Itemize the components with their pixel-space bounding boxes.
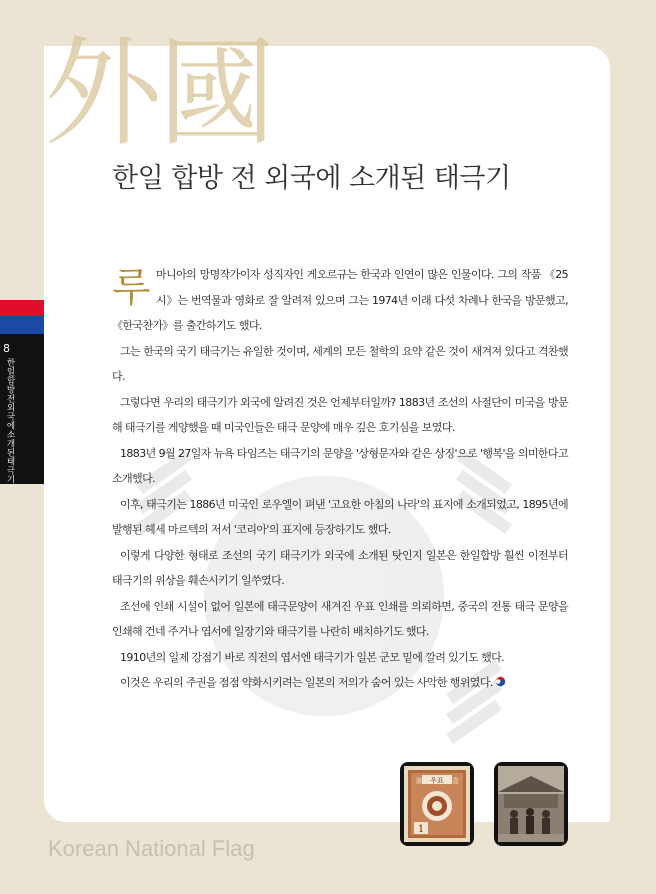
page-number: 8 bbox=[3, 342, 10, 355]
stamp-photo bbox=[400, 762, 474, 846]
side-tab-label: 한일합방전외국에소개된태극기 bbox=[5, 358, 15, 484]
paragraph-1 bbox=[112, 262, 568, 339]
paragraph-6: 이렇게 다양한 형태로 조선의 국기 태극기가 외국에 소개된 탓인지 일본은 한일합방 훨씬 이전부터 태극기의 위상을 훼손시키기 일쑤였다. bbox=[112, 548, 568, 587]
paragraph-2: 그는 한국의 국기 태극기는 유일한 것이며, 세계의 모든 철학의 요약 같은 것이 새겨져 있다고 격찬했다. bbox=[112, 344, 568, 383]
paragraph-1-text: 마니아의 망명작가이자 성직자인 게오르규는 한국과 인연이 많은 인물이다. 그의 작품 《25시》는 번역물과 영화로 잘 알려져 있으며 그는 1974년 이래 다섯 차례나 한국을 방문했고, 《한국찬가》를 출간하기도 했다. bbox=[112, 268, 568, 332]
watermark-hanja: 外國 bbox=[44, 24, 273, 162]
side-tab-label-block bbox=[0, 334, 44, 484]
historical-photo bbox=[494, 762, 568, 846]
paragraph-4: 1883년 9월 27일자 뉴욕 타임즈는 태극기의 문양을 '상형문자와 같은 상징'으로 '행복'을 의미한다고 소개했다. bbox=[112, 446, 568, 485]
side-tab-blue-stripe bbox=[0, 316, 44, 334]
page-title: 한일 합방 전 외국에 소개된 태극기 bbox=[112, 163, 511, 194]
stamp-corner-right: 壹 bbox=[452, 777, 459, 785]
paragraph-5: 이후, 태극기는 1886년 미국인 로우엘이 펴낸 '고요한 아침의 나라'의 표지에 소개되었고, 1895년에 발행된 헤세 마르텍의 저서 '코리아'의 표지에 등장하기도 했다. bbox=[112, 497, 568, 536]
stamp-corner-left: 圓 bbox=[416, 777, 423, 785]
stamp-top-label: 우표 bbox=[430, 776, 444, 785]
article-body bbox=[112, 262, 568, 696]
footer-caption: Korean National Flag bbox=[48, 836, 255, 861]
paragraph-7: 조선에 인쇄 시설이 없어 일본에 태극문양이 새겨진 우표 인쇄를 의뢰하면, 중국의 전통 태극 문양을 인쇄해 건네 주거나 엽서에 일장기와 태극기를 나란히 배치하기도 했다. bbox=[112, 599, 568, 638]
stamp-value: 1 bbox=[417, 824, 425, 835]
side-tab-red-stripe bbox=[0, 300, 44, 316]
side-tab bbox=[0, 300, 44, 484]
paragraph-9 bbox=[112, 670, 568, 696]
paragraph-3: 그렇다면 우리의 태극기가 외국에 알려진 것은 언제부터일까? 1883년 조선의 사절단이 미국을 방문해 태극기를 게양했을 때 미국인들은 태극 문양에 매우 깊은 호기심을 보였다. bbox=[112, 395, 568, 434]
paragraph-8: 1910년의 일제 강점기 바로 직전의 엽서엔 태극기가 일본 군모 밑에 깔려 있기도 했다. bbox=[120, 650, 505, 664]
drop-cap: 루 bbox=[112, 265, 151, 311]
paragraph-9-text: 이것은 우리의 주권을 점점 약화시키려는 일본의 저의가 숨어 있는 사악한 행위였다. bbox=[120, 676, 493, 689]
taegeuk-end-icon bbox=[495, 676, 506, 687]
